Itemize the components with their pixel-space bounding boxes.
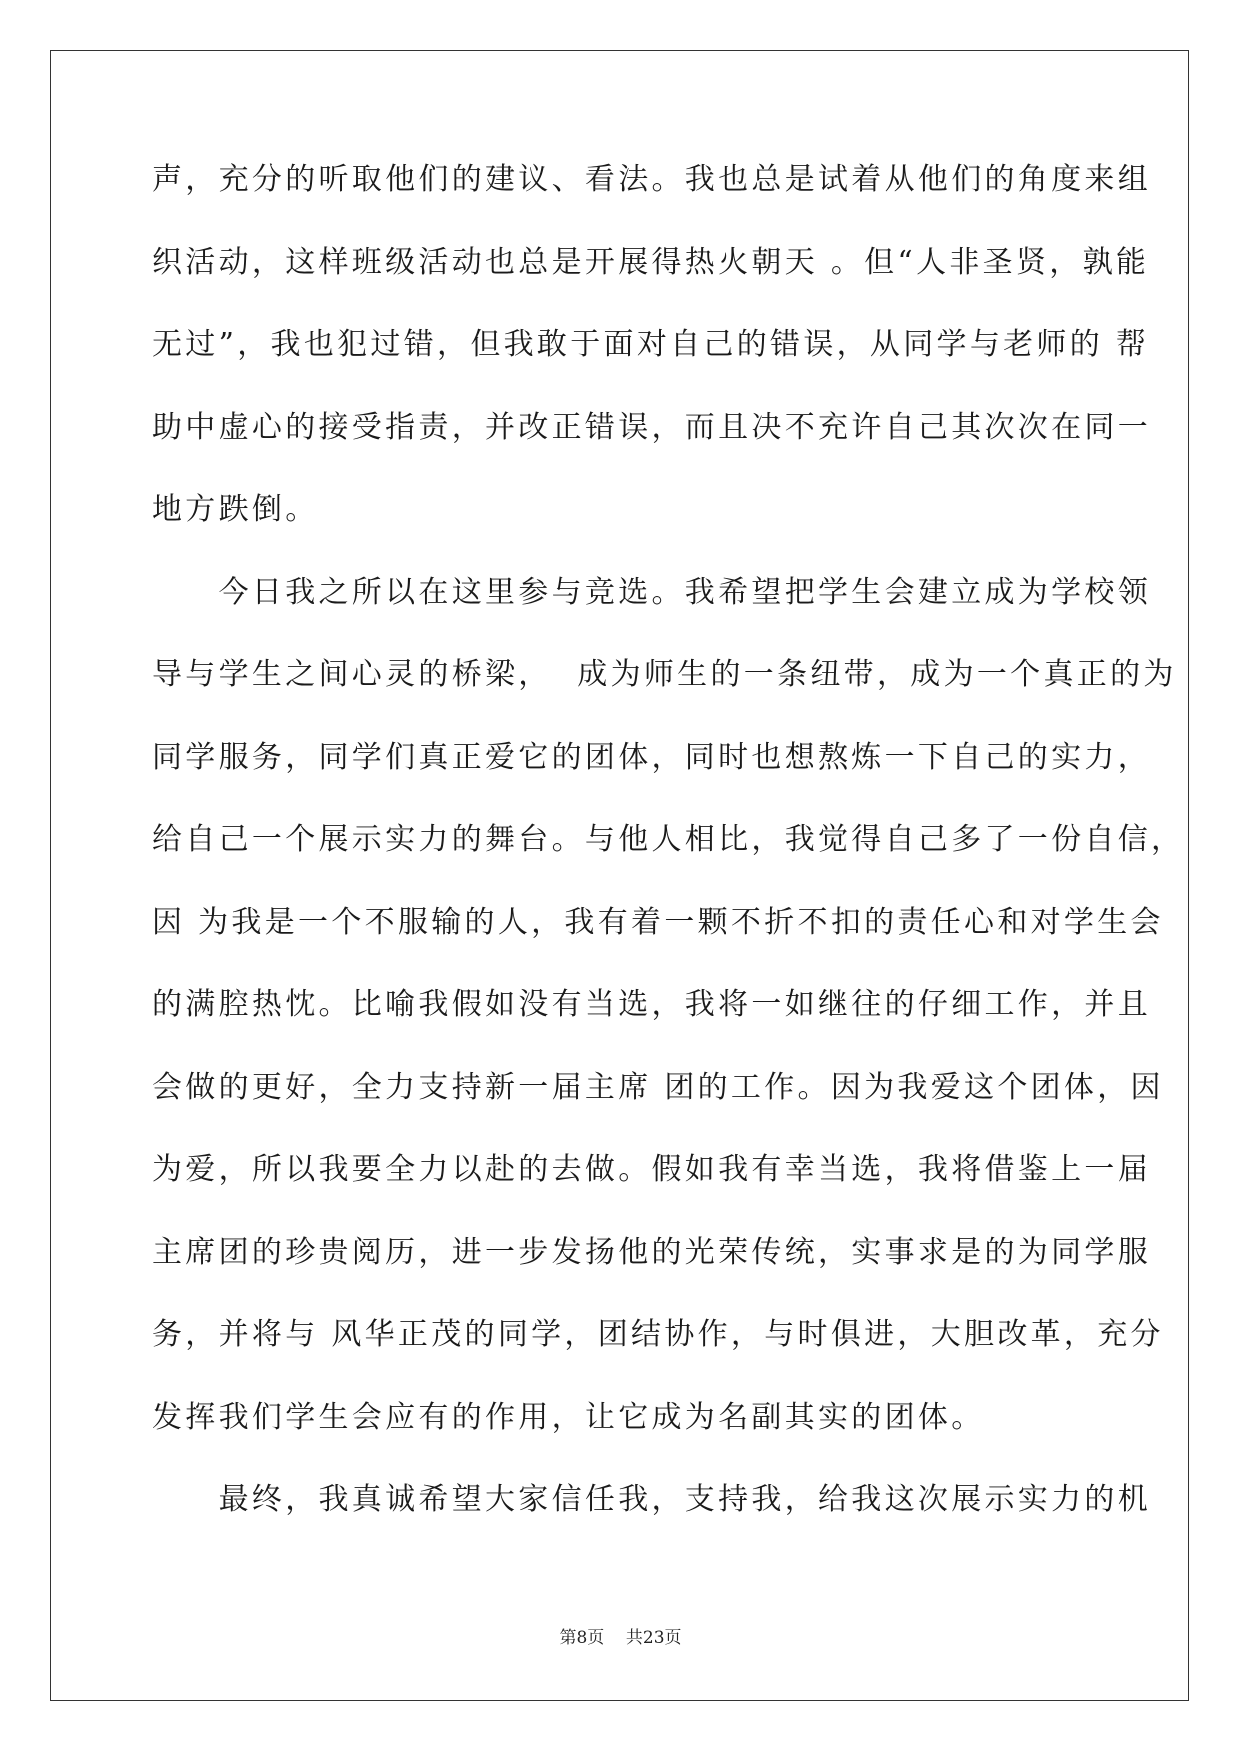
text-line: 声，充分的听取他们的建议、看法。我也总是试着从他们的角度来组 (152, 162, 1151, 197)
text-line: 务，并将与 风华正茂的同学，团结协作，与时俱进，大胆改革，充分 (152, 1317, 1164, 1352)
document-body (152, 160, 1185, 1563)
text-line: 同学服务，同学们真正爱它的团体，同时也想熬炼一下自己的实力， (152, 739, 1151, 775)
text-line: 主席团的珍贵阅历，进一步发扬他的光荣传统，实事求是的为同学服 (152, 1234, 1151, 1270)
text-line: 无过”，我也犯过错，但我敢于面对自己的错误，从同学与老师的 帮 (152, 327, 1150, 362)
text-line: 给自己一个展示实力的舞台。与他人相比，我觉得自己多了一份自信， (152, 822, 1185, 857)
text-line: 导与学生之间心灵的桥梁， 成为师生的一条纽带，成为一个真正的为 (152, 657, 1177, 692)
text-line: 地方跌倒。 (152, 492, 319, 527)
text-line: 因 为我是一个不服输的人，我有着一颗不折不扣的责任心和对学生会 (152, 904, 1164, 940)
text-line: 为爱，所以我要全力以赴的去做。假如我有幸当选，我将借鉴上一届 (152, 1152, 1151, 1187)
text-line: 会做的更好，全力支持新一届主席 团的工作。因为我爱这个团体，因 (152, 1069, 1164, 1105)
footer-gap (604, 1628, 626, 1648)
page-footer (0, 1623, 1241, 1648)
text-line: 的满腔热忱。比喻我假如没有当选，我将一如继往的仔细工作，并且 (152, 987, 1151, 1022)
page-number: 第8页 (559, 1628, 605, 1648)
total-pages: 共23页 (625, 1628, 682, 1648)
text-line: 今日我之所以在这里参与竞选。我希望把学生会建立成为学校领 (152, 574, 1151, 610)
text-line: 织活动，这样班级活动也总是开展得热火朝天 。但“人非圣贤，孰能 (152, 244, 1150, 280)
text-line: 发挥我们学生会应有的作用，让它成为名副其实的团体。 (152, 1399, 985, 1435)
text-line: 助中虚心的接受指责，并改正错误，而且决不充许自己其次次在同一 (152, 409, 1151, 445)
text-line: 最终，我真诚希望大家信任我，支持我，给我这次展示实力的机 (152, 1482, 1151, 1517)
